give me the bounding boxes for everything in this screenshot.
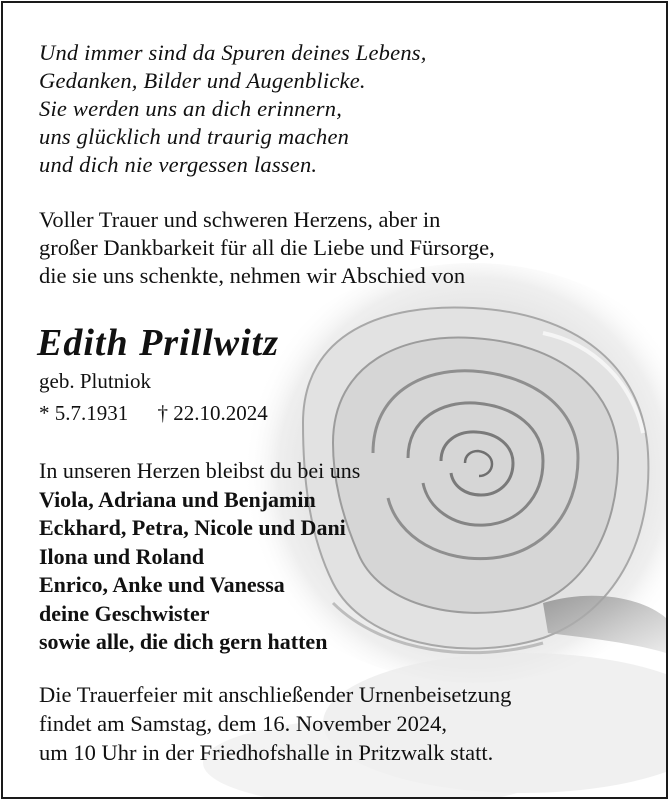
funeral-line: findet am Samstag, dem 16. November 2024, [39, 711, 448, 736]
poem-line: Gedanken, Bilder und Augenblicke. [39, 68, 366, 93]
life-dates [39, 399, 268, 427]
intro-line: die sie uns schenkte, nehmen wir Abschied von [39, 263, 466, 288]
obituary-notice [1, 1, 668, 799]
deceased-name: Edith Prillwitz [37, 322, 280, 364]
intro-line: Voller Trauer und schweren Herzens, aber in [39, 207, 441, 232]
birth-date: * 5.7.1931 [39, 401, 129, 425]
poem [39, 39, 427, 179]
family-member: deine Geschwister [39, 600, 210, 626]
family-heading: In unseren Herzen bleibst du bei uns [39, 458, 361, 483]
family-member: Viola, Adriana und Benjamin [39, 486, 316, 512]
funeral-line: Die Trauerfeier mit anschließender Urnenbeisetzung [39, 682, 512, 707]
intro-text [39, 206, 495, 290]
poem-line: uns glücklich und traurig machen [39, 124, 350, 149]
maiden-name: geb. Plutniok [39, 369, 152, 393]
funeral-info [39, 680, 511, 767]
poem-line: und dich nie vergessen lassen. [39, 152, 318, 177]
family-member: Eckhard, Petra, Nicole und Dani [39, 515, 346, 540]
family-member: Ilona und Roland [39, 543, 205, 569]
family-member: sowie alle, die dich gern hatten [39, 629, 328, 654]
funeral-line: um 10 Uhr in der Friedhofshalle in Pritzwalk statt. [39, 740, 494, 765]
poem-line: Sie werden uns an dich erinnern, [39, 96, 343, 121]
family-list [39, 457, 360, 657]
intro-line: großer Dankbarkeit für all die Liebe und Fürsorge, [39, 235, 495, 260]
family-member: Enrico, Anke und Vanessa [39, 572, 285, 597]
poem-line: Und immer sind da Spuren deines Lebens, [39, 40, 427, 65]
death-date: † 22.10.2024 [157, 401, 268, 425]
